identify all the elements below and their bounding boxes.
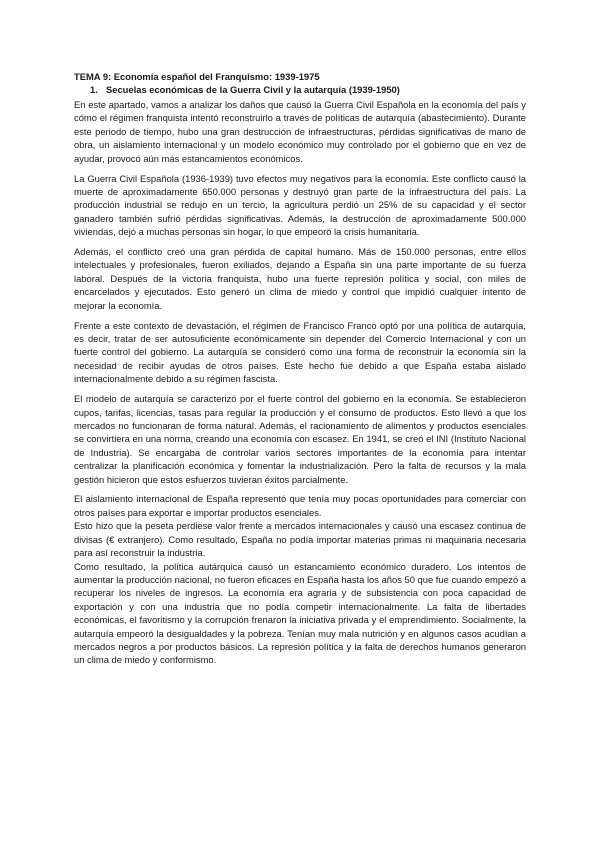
paragraph-autarky-policy: Frente a este contexto de devastación, el régimen de Francisco Franco optó por una política de autarquía, es decir, tratar de ser autosuficiente económicamente sin depender del Comercio Internacional y con un fuerte control del gobierno. La autarquía se consideró como una forma de reconstruir la economía sin la necesidad de recibir ayudas de otros países. Este hecho fue debido a que España estaba aislado internacionalmente debido a su régimen fascista. bbox=[74, 319, 526, 385]
section-heading-text: Secuelas económicas de la Guerra Civil y la autarquía (1939-1950) bbox=[106, 84, 400, 95]
document-title: TEMA 9: Economía español del Franquismo: 1939-1975 bbox=[74, 71, 320, 82]
paragraph-stagnation: Como resultado, la política autárquica causó un estancamiento económico duradero. Los intentos de aumentar la producción nacional, no fueron eficaces en España hasta los años 50 que fue cuando empezó a recuperar los niveles de ingresos. La economía era agraria y de subsistencia con poca capacidad de exportación y con una industria que no podía competir internacionalmente. La falta de libertades económicas, el favoritismo y la corrupción frenaron la iniciativa privada y el emprendimiento. Socialmente, la autarquía empeoró la desigualdades y la pobreza. Tenían muy mala nutrición y en algunos casos acudían a mercados negros a por productos básicos. La represión política y la falta de derechos humanos generaron un clima de miedo y conformismo. bbox=[74, 560, 526, 666]
section-heading bbox=[90, 83, 526, 96]
paragraph-currency: Esto hizo que la peseta perdiese valor frente a mercados internacionales y causó una escasez continua de divisas (€ extranjero). Como resultado, España no podía importar materias primas ni maquinaria necesaria para así reconstruir la industria. bbox=[74, 520, 526, 559]
document-page bbox=[74, 70, 526, 667]
paragraph-human-capital: Además, el conflicto creó una gran pérdida de capital humano. Más de 150.000 personas, entre ellos intelectuales y profesionales, fueron exiliados, dejando a España sin una parte importante de su fuerza laboral. Después de la victoria franquista, hubo una fuerte represión política y social, con miles de encarcelados y ejecutados. Esto generó un clima de miedo y control que impidió cualquier intento de mejorar la economía. bbox=[74, 246, 526, 311]
paragraph-autarky-model: El modelo de autarquía se caracterizó por el fuerte control del gobierno en la economía. Se establecieron cupos, tarifas, licencias, tasas para regular la producción y el consumo de productos. Esto llevó a que los mercados no funcionaran de forma natural. Además, el racionamiento de alimentos y productos esenciales se convirtiera en una norma, creando una economía con escasez. En 1941, se creó el INI (Instituto Nacional de Industria). Se encargaba de controlar varios sectores importantes de la economía para intentar centralizar la planificación económica y fomentar la industrialización. Pero la falta de recursos y la mala gestión hicieron que estos esfuerzos tuvieran éxitos parcialmente. bbox=[74, 393, 526, 485]
paragraph-intro: En este apartado, vamos a analizar los daños que causó la Guerra Civil Española en la economía del país y cómo el régimen franquista intentó reconstruirlo a través de políticas de autarquía (abastecimiento). Durante este periodo de tiempo, hubo una gran destrucción de infraestructuras, pérdidas significativas de mano de obra, un aislamiento internacional y un modelo económico muy controlado por el gobierno que en vez de ayudar, provocó aún más estancamientos económicos. bbox=[74, 99, 526, 164]
paragraph-war-effects: La Guerra Civil Española (1936-1939) tuvo efectos muy negativos para la economía. Este conflicto causó la muerte de aproximadamente 650.000 personas y destruyó gran parte de la infraestructura del país. La producción industrial se redujo en un tercio, la agricultura perdió un 25% de su capacidad y el sector ganadero también sufrió pérdidas significativas. Además, la destrucción de aproximadamente 500.000 viviendas, dejó a muchas personas sin hogar, lo que empeoró la crisis humanitaria. bbox=[74, 172, 526, 238]
section-number: 1. bbox=[90, 84, 98, 95]
paragraph-isolation: El aislamiento internacional de España representó que tenía muy pocas oportunidades para comerciar con otros países para exportar e importar productos esenciales. bbox=[74, 493, 526, 518]
